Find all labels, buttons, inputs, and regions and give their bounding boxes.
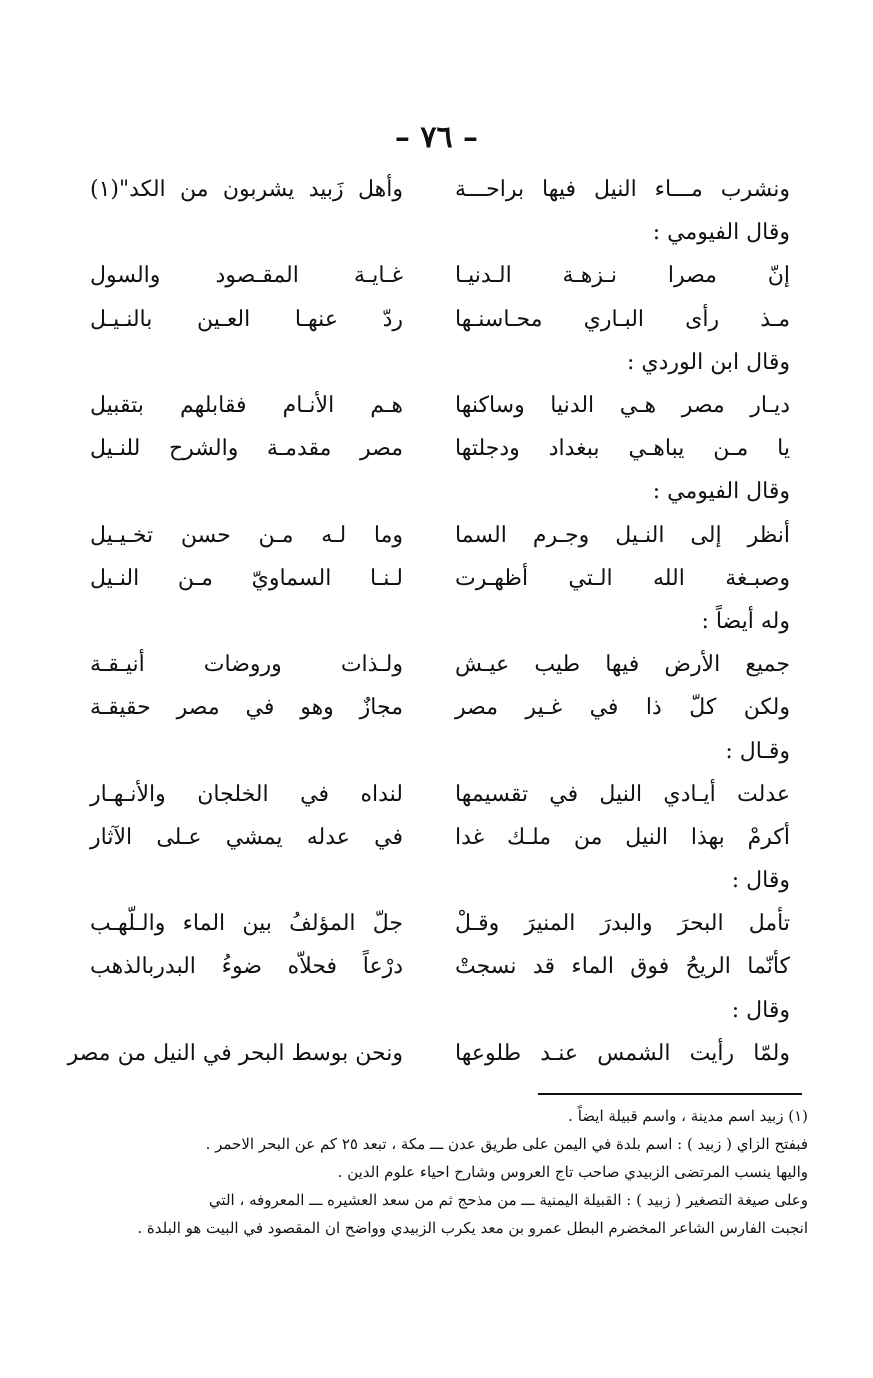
verse-second-hemistich: وما لـه مـن حسن تخـيـيل <box>90 522 403 548</box>
poet-attribution: وقال الفيومي : <box>652 220 790 246</box>
verse-first-hemistich: مـذ رأى البـاري محـاسنـها <box>455 306 790 332</box>
verse-second-hemistich: في عدله يمشي عـلى الآثار <box>90 824 403 850</box>
footnote-line: (١) زبيد اسم مدينة ، واسم قبيلة ايضاً . <box>568 1107 808 1125</box>
verse-first-hemistich: كأنّما الريحُ فوق الماء قد نسجتْ <box>455 954 790 980</box>
page-number: – ٧٦ – <box>394 120 479 155</box>
verse-line <box>90 686 790 729</box>
verse-first-hemistich: ديـار مصر هـي الدنيا وساكنها <box>455 393 790 419</box>
verse-line <box>90 643 790 686</box>
verse-first-hemistich: ولكن كلّ ذا في غـير مصر <box>455 695 790 721</box>
footnote-line: فبفتح الزاي ( زبيد ) : اسم بلدة في اليمن على طريق عدن ـــ مكة ، تبعد ٢٥ كم عن البحر الاحمر . <box>205 1135 808 1153</box>
verse-second-hemistich: لـنـا السماويّ مـن النـيل <box>90 565 403 591</box>
verse-line <box>90 514 790 557</box>
verse-second-hemistich: لنداه في الخلجان والأنـهـار <box>90 781 403 807</box>
poem-body <box>67 168 790 1075</box>
verse-first-hemistich: وصبـغة الله الـتي أظهـرت <box>455 565 790 591</box>
poet-attribution: وله أيضاً : <box>701 608 790 634</box>
poet-attribution: وقال الفيومي : <box>652 479 790 505</box>
verse-line <box>90 384 790 427</box>
verse-first-hemistich: يا مـن يباهـي ببغداد ودجلتها <box>455 436 790 462</box>
verse-line <box>90 557 790 600</box>
verse-first-hemistich: ونشرب مـــاء النيل فيها براحـــة <box>455 177 790 203</box>
verse-second-hemistich: هـم الأنـام فقابلهم بتقبيل <box>90 393 403 419</box>
verse-second-hemistich: ولـذات وروضات أنيـقـة <box>90 652 403 678</box>
verse-second-hemistich: مصر مقدمـة والشرح للنـيل <box>90 436 403 462</box>
poet-attribution: وقـال : <box>725 738 790 764</box>
footnote-line: وعلى صيغة التصغير ( زبيد ) : القبيلة اليمنية ـــ من مذحج ثم من سعد العشيره ـــ المعروفه ، التي <box>208 1191 808 1209</box>
verse-first-hemistich: أكرمْ بهذا النيل من ملـك غدا <box>455 824 790 850</box>
verse-first-hemistich: عدلت أيـادي النيل في تقسيمها <box>455 781 790 807</box>
poet-attribution: وقال : <box>731 868 790 894</box>
footnote-divider <box>538 1093 802 1095</box>
verse-line <box>67 1032 790 1075</box>
verse-second-hemistich: مجازٌ وهو في مصر حقيقـة <box>90 695 403 721</box>
verse-line <box>90 773 790 816</box>
verse-second-hemistich: درْعاً فحلاّه ضوءُ البدربالذهب <box>90 954 403 980</box>
verse-line <box>90 427 790 470</box>
verse-line <box>90 816 790 859</box>
verse-first-hemistich: تأمل البحرَ والبدرَ المنيرَ وقـلْ <box>455 911 790 937</box>
verse-first-hemistich: جميع الأرض فيها طيب عيـش <box>455 652 790 678</box>
verse-line <box>90 254 790 297</box>
verse-second-hemistich: ونحن بوسط البحر في النيل من مصر <box>67 1040 403 1066</box>
verse-second-hemistich: جلّ المؤلفُ بين الماء والـلّهـب <box>90 911 403 937</box>
verse-first-hemistich: إنّ مصرا نـزهـة الـدنيـا <box>455 263 790 289</box>
verse-first-hemistich: أنظر إلى النـيل وجـرم السما <box>455 522 790 548</box>
verse-first-hemistich: ولمّا رأيت الشمس عنـد طلوعها <box>455 1040 790 1066</box>
footnotes <box>92 1102 808 1242</box>
verse-line <box>90 168 790 211</box>
poet-attribution: وقال ابن الوردي : <box>626 349 790 375</box>
verse-line <box>90 902 790 945</box>
verse-second-hemistich: وأهل زَبيد يشربون من الكد"(١) <box>90 177 403 203</box>
verse-second-hemistich: ردّ عنهـا العـين بالنـيـل <box>90 306 403 332</box>
verse-line <box>90 945 790 988</box>
verse-second-hemistich: غـايـة المقـصود والسول <box>90 263 403 289</box>
verse-line <box>90 298 790 341</box>
footnote-line: واليها ينسب المرتضى الزبيدي صاحب تاج العروس وشارح احياء علوم الدين . <box>337 1163 808 1181</box>
footnote-line: انجبت الفارس الشاعر المخضرم البطل عمرو بن معد يكرب الزبيدي وواضح ان المقصود في البيت هو البلدة . <box>137 1219 808 1237</box>
poet-attribution: وقال : <box>731 997 790 1023</box>
